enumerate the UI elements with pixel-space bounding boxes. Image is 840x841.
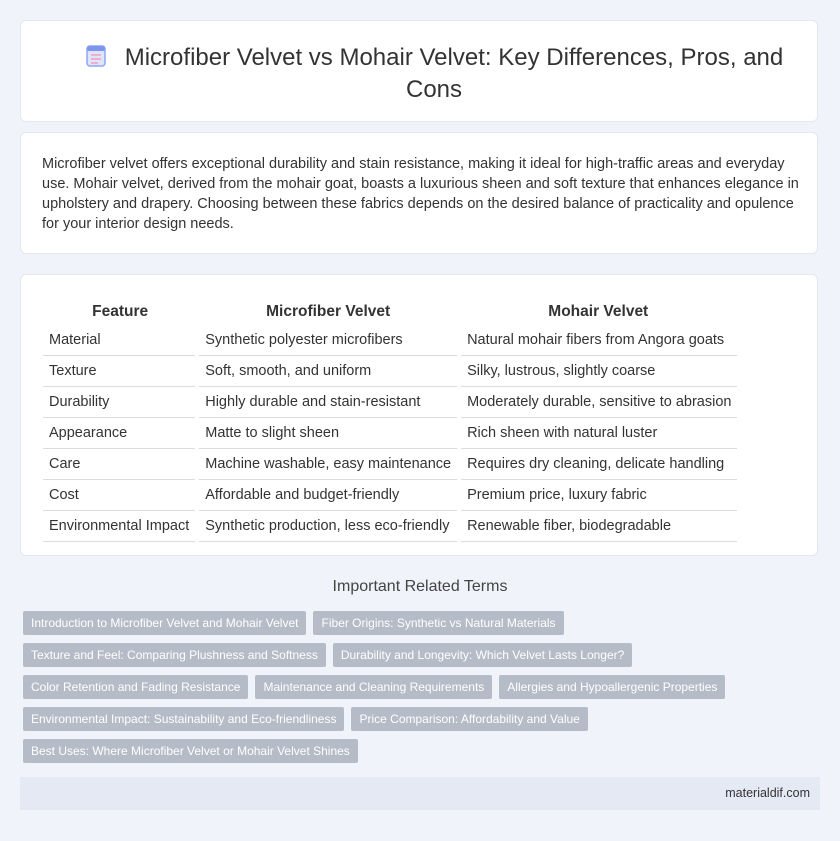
comparison-card xyxy=(20,274,818,556)
footer xyxy=(20,777,820,810)
related-term-tag[interactable]: Introduction to Microfiber Velvet and Mohair Velvet xyxy=(23,611,306,635)
table-cell: Matte to slight sheen xyxy=(197,418,459,449)
column-header-mohair: Mohair Velvet xyxy=(548,303,649,320)
table-row xyxy=(43,480,737,511)
column-header-microfiber: Microfiber Velvet xyxy=(266,303,391,320)
page-title-text: Microfiber Velvet vs Mohair Velvet: Key Differences, Pros, and Cons xyxy=(124,44,784,103)
related-term-tag[interactable]: Maintenance and Cleaning Requirements xyxy=(255,675,492,699)
table-cell: Synthetic polyester microfibers xyxy=(197,325,459,356)
table-cell: Environmental Impact xyxy=(43,511,197,542)
related-term-tag[interactable]: Environmental Impact: Sustainability and Eco-friendliness xyxy=(23,707,344,731)
table-cell: Material xyxy=(43,325,197,356)
page-title xyxy=(81,43,787,104)
table-cell: Premium price, luxury fabric xyxy=(459,480,737,511)
table-cell: Care xyxy=(43,449,197,480)
table-cell: Natural mohair fibers from Angora goats xyxy=(459,325,737,356)
table-cell: Cost xyxy=(43,480,197,511)
table-cell: Appearance xyxy=(43,418,197,449)
footer-site-link[interactable]: materialdif.com xyxy=(725,786,810,800)
table-cell: Renewable fiber, biodegradable xyxy=(459,511,737,542)
related-term-tag[interactable]: Fiber Origins: Synthetic vs Natural Materials xyxy=(313,611,563,635)
table-cell: Rich sheen with natural luster xyxy=(459,418,737,449)
table-row xyxy=(43,387,737,418)
table-cell: Requires dry cleaning, delicate handling xyxy=(459,449,737,480)
related-terms-heading: Important Related Terms xyxy=(332,578,508,595)
document-icon xyxy=(85,44,107,75)
related-term-tag[interactable]: Color Retention and Fading Resistance xyxy=(23,675,248,699)
tag-row xyxy=(23,707,823,739)
table-cell: Moderately durable, sensitive to abrasion xyxy=(459,387,737,418)
comparison-table xyxy=(43,295,737,542)
table-row xyxy=(43,511,737,542)
tag-row xyxy=(23,611,823,643)
tag-row xyxy=(23,675,823,707)
table-cell: Machine washable, easy maintenance xyxy=(197,449,459,480)
table-cell: Texture xyxy=(43,356,197,387)
column-header-feature: Feature xyxy=(92,303,149,320)
table-header-row xyxy=(43,295,737,325)
table-cell: Affordable and budget-friendly xyxy=(197,480,459,511)
title-card xyxy=(20,20,818,122)
table-cell: Synthetic production, less eco-friendly xyxy=(197,511,459,542)
related-term-tag[interactable]: Texture and Feel: Comparing Plushness and Softness xyxy=(23,643,326,667)
table-row xyxy=(43,356,737,387)
table-row xyxy=(43,325,737,356)
table-cell: Silky, lustrous, slightly coarse xyxy=(459,356,737,387)
related-term-tag[interactable]: Durability and Longevity: Which Velvet Lasts Longer? xyxy=(333,643,633,667)
table-cell: Soft, smooth, and uniform xyxy=(197,356,459,387)
table-row xyxy=(43,449,737,480)
table-row xyxy=(43,418,737,449)
related-terms-list xyxy=(23,611,823,771)
intro-card xyxy=(20,132,818,254)
related-term-tag[interactable]: Price Comparison: Affordability and Value xyxy=(351,707,587,731)
tag-row xyxy=(23,739,823,771)
related-term-tag[interactable]: Best Uses: Where Microfiber Velvet or Mohair Velvet Shines xyxy=(23,739,358,763)
table-cell: Highly durable and stain-resistant xyxy=(197,387,459,418)
tag-row xyxy=(23,643,823,675)
intro-paragraph: Microfiber velvet offers exceptional durability and stain resistance, making it ideal for high-traffic areas and everyday use. Mohair velvet, derived from the mohair goat, boasts a luxurious sheen and soft texture that enhances elegance in upholstery and drapery. Choosing between these fabrics depends on the desired balance of practicality and opulence for your interior design needs. xyxy=(42,156,799,232)
related-term-tag[interactable]: Allergies and Hypoallergenic Properties xyxy=(499,675,725,699)
table-cell: Durability xyxy=(43,387,197,418)
